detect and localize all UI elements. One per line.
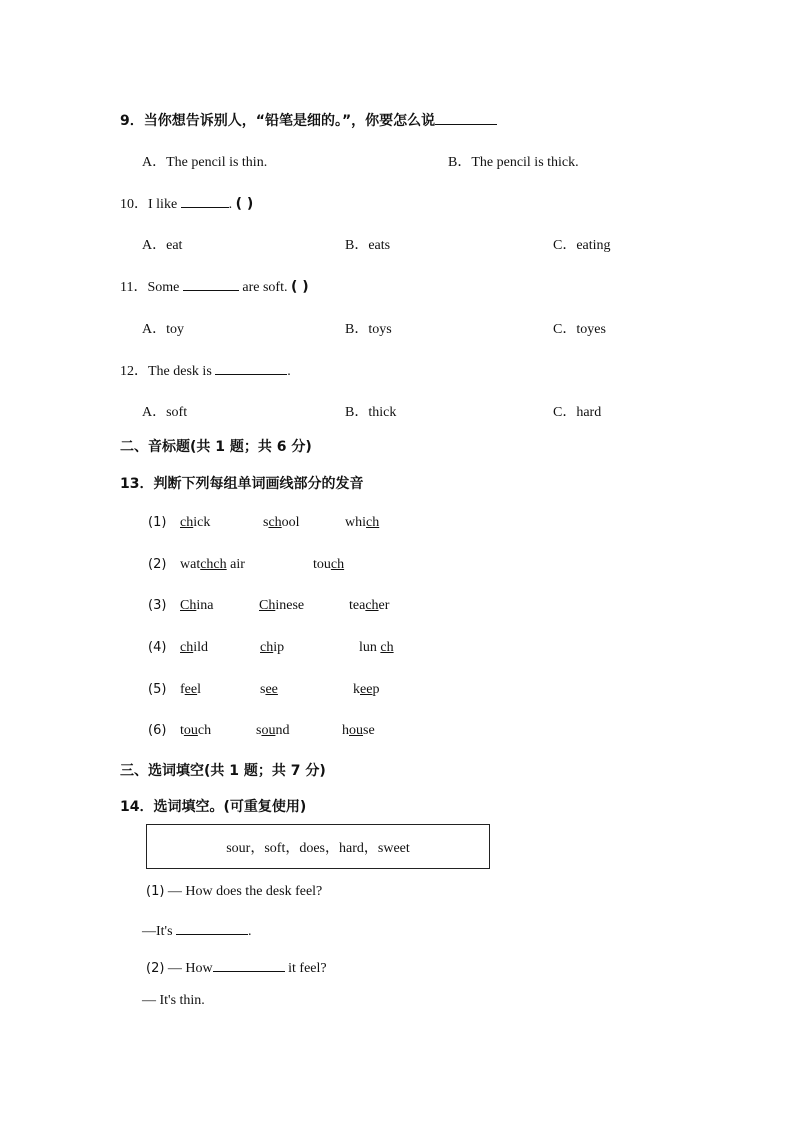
phonics-word: [180, 682, 201, 698]
word-part: ch: [197, 723, 212, 738]
phonics-word: [345, 515, 379, 531]
word-part: lun: [359, 640, 381, 655]
word-part: air: [226, 557, 245, 572]
phonics-word: [349, 598, 389, 614]
word-part: k: [353, 682, 360, 697]
answer-parentheses[interactable]: ( ): [235, 196, 254, 212]
underlined-part: ou: [349, 723, 363, 738]
phonics-row-number: (2): [148, 557, 167, 572]
underlined-part: Ch: [259, 598, 276, 613]
word-part: t: [180, 723, 184, 738]
option-a[interactable]: A．The pencil is thin.: [142, 155, 268, 170]
word-part: ick: [193, 515, 211, 530]
phonics-word: [259, 598, 304, 614]
word-part: f: [180, 682, 185, 697]
subquestion-1-question: — How does the desk feel?: [167, 884, 323, 899]
word-part: ip: [273, 640, 285, 655]
word-part: s: [260, 682, 266, 697]
option-c[interactable]: C．hard: [553, 405, 602, 420]
option-b[interactable]: B．thick: [345, 405, 397, 420]
word-part: s: [263, 515, 269, 530]
option-b[interactable]: B．The pencil is thick.: [448, 155, 579, 170]
question-12: [120, 360, 291, 380]
option-c[interactable]: C．eating: [553, 238, 611, 253]
phonics-row-number: (6): [148, 723, 167, 738]
phonics-row-number: (1): [148, 515, 167, 530]
subquestion-number: (2): [146, 961, 165, 976]
word-part: ina: [196, 598, 214, 613]
phonics-word: [260, 640, 284, 656]
option-c[interactable]: C．toyes: [553, 322, 606, 337]
option-a[interactable]: A．toy: [142, 322, 184, 337]
phonics-word: [180, 598, 213, 614]
answer-punct: .: [248, 924, 252, 939]
question-11-prompt: 11．Some: [120, 280, 180, 295]
option-a[interactable]: A．eat: [142, 238, 183, 253]
answer-blank[interactable]: [213, 957, 285, 972]
word-part: ool: [281, 515, 300, 530]
question-11: [120, 276, 309, 296]
phonics-word: [260, 682, 278, 698]
option-b[interactable]: B．eats: [345, 238, 391, 253]
word-part: se: [363, 723, 375, 738]
phonics-row-number: (3): [148, 598, 167, 613]
subquestion-2-question-end: it feel?: [288, 961, 327, 976]
word-part: nd: [275, 723, 290, 738]
subquestion-number: (1): [146, 884, 165, 899]
question-10: [120, 193, 253, 213]
subquestion-1-answer: [142, 920, 252, 940]
word-part: er: [378, 598, 390, 613]
word-part: s: [256, 723, 262, 738]
underlined-part: ch: [330, 557, 345, 572]
phonics-word: [180, 723, 211, 739]
word-part: tou: [313, 557, 331, 572]
answer-blank[interactable]: [181, 193, 229, 208]
word-part: h: [342, 723, 349, 738]
phonics-word: [263, 515, 300, 531]
answer-blank[interactable]: [183, 276, 239, 291]
question-9-prompt: 9．当你想告诉别人，“铅笔是细的。”，你要怎么说: [120, 113, 436, 129]
question-12-punct: .: [287, 364, 291, 379]
subquestion-1: [146, 884, 322, 900]
underlined-part: ou: [183, 723, 198, 738]
phonics-row-number: (5): [148, 682, 167, 697]
subquestion-2: [146, 957, 327, 977]
phonics-word: [180, 640, 208, 656]
question-14-prompt: 14．选词填空。(可重复使用): [120, 799, 307, 815]
phonics-word: [256, 723, 289, 739]
answer-blank[interactable]: [176, 920, 248, 935]
underlined-part: Ch: [180, 598, 197, 613]
section-2-heading: 二、音标题(共 1 题；共 6 分): [120, 439, 312, 455]
underlined-part: chch: [200, 557, 227, 572]
word-bank-box: [146, 824, 490, 869]
underlined-part: ou: [261, 723, 276, 738]
question-9: [120, 110, 497, 130]
underlined-part: ee: [184, 682, 198, 697]
subquestion-2-answer: — It's thin.: [142, 993, 205, 1008]
underlined-part: ee: [265, 682, 278, 697]
question-12-prompt: 12．The desk is: [120, 364, 212, 379]
underlined-part: ee: [360, 682, 373, 697]
phonics-word: [313, 557, 344, 573]
section-3-heading: 三、选词填空(共 1 题；共 7 分): [120, 763, 326, 779]
word-part: ild: [193, 640, 208, 655]
option-b[interactable]: B．toys: [345, 322, 392, 337]
answer-blank[interactable]: [435, 110, 497, 125]
underlined-part: ch: [180, 515, 194, 530]
underlined-part: ch: [180, 640, 194, 655]
word-part: p: [372, 682, 380, 697]
underlined-part: ch: [260, 640, 274, 655]
answer-parentheses[interactable]: ( ): [290, 279, 309, 295]
phonics-word: [359, 640, 394, 656]
answer-prefix: —It's: [142, 924, 173, 939]
question-10-punct: .: [228, 197, 233, 212]
question-13-prompt: 13．判断下列每组单词画线部分的发音: [120, 476, 364, 492]
underlined-part: ch: [365, 598, 379, 613]
question-11-rest: are soft.: [242, 280, 288, 295]
underlined-part: ch: [268, 515, 282, 530]
subquestion-2-question-start: — How: [167, 961, 213, 976]
word-part: tea: [349, 598, 366, 613]
question-10-prompt: 10．I like: [120, 197, 178, 212]
underlined-part: ch: [380, 640, 394, 655]
word-part: wat: [180, 557, 201, 572]
phonics-word: [180, 557, 245, 573]
underlined-part: ch: [366, 515, 380, 530]
word-part: whi: [345, 515, 366, 530]
answer-blank[interactable]: [215, 360, 287, 375]
word-part: inese: [275, 598, 305, 613]
phonics-word: [342, 723, 375, 739]
phonics-word: [180, 515, 210, 531]
option-a[interactable]: A．soft: [142, 405, 188, 420]
word-part: l: [197, 682, 201, 697]
phonics-word: [353, 682, 379, 698]
phonics-row-number: (4): [148, 640, 167, 655]
word-bank: sour，soft，does，hard，sweet: [226, 840, 410, 856]
